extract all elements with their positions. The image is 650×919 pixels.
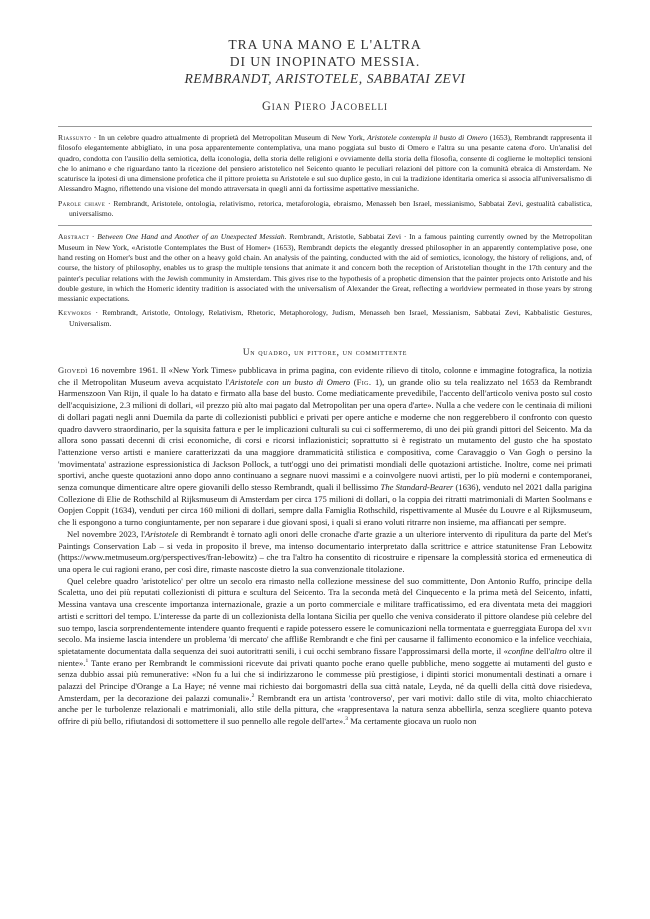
abstract-title: Between One Hand and Another of an Unexpected Messiah. [97, 232, 287, 242]
body-text: secolo. Ma insieme lascia intendere un problema 'di mercato' che affliße Rembrandt e che finì per causarne il fallimento economico e la infelice vecchiaia, spietatamente documentata dalla sequenza dei suoi autoritratti senili, i cui occhi sembrano fissare l'approssimarsi della morte, il « [58, 634, 592, 656]
footnote-ref: 3 [345, 716, 349, 723]
parole-chiave-block [58, 199, 592, 220]
body-text: di Rembrandt è tornato agli onori delle cronache d'arte grazie a un ulteriore intervento di ripulitura da parte del Met's Paintings Conservation Lab – si veda in proposito il breve, ma intenso documentario interpretato dalla scrittrice e attrice statunitense Fran Lebowitz (https://www.metmuseum.org/perspectives/fran-lebowitz) – che tra l'altro ha consentito di ricostruire e ripensare la complessità storica ed ermeneutica di una opera le cui ragioni erano, per così dire, rimaste nascoste dietro la sua convenzionale titolazione. [58, 528, 592, 574]
separator: · [91, 133, 99, 142]
parole-chiave-label: Parole chiave [58, 198, 106, 208]
figure-reference: Fig. [356, 376, 372, 387]
body-text: oltre il niente». [58, 645, 593, 668]
footnote-ref: 2 [251, 692, 255, 699]
painting-title: Aristotele [144, 528, 179, 539]
title-line-1: TRA UNA MANO E L'ALTRA [228, 37, 422, 52]
separator: · [89, 232, 98, 242]
section-heading: Un quadro, un pittore, un committente [242, 347, 408, 358]
body-text: ( [350, 376, 357, 387]
divider [58, 126, 592, 127]
lead-word: Giovedì [58, 365, 88, 376]
body-text: 16 novembre 1961. Il «New York Times» pubblicava in prima pagina, con evidente rilievo di titolo, colonne e immagine fotografica, la notizia che il Metropolitan Museum aveva acquistato l' [58, 365, 592, 387]
abstract-block [58, 232, 592, 304]
body-paragraph-3 [58, 576, 592, 728]
keywords-label: Keywords [58, 308, 92, 318]
keywords-text: Rembrandt, Aristotle, Ontology, Relativism, Rhetoric, Metaphorology, Judism, Menasseh ben Israel, Messianism, Sabbatai Zevi, Kabbalistic Gestures, Universalism. [69, 308, 592, 328]
divider [58, 225, 592, 226]
abstract-text: Rembrandt, Aristotle, Sabbatai Zevi · In a famous painting currently owned by the Metropolitan Museum in New York, «Aristotle Contemplates the Bust of Homer» (1653), Rembrandt depicts the elegantly dressed philosopher in an apparently contemplative pose, one hand resting on Homer's bust and the other on a heavy gold chain. An analysis of the painting, conducted with the aid of semiotics, iconology, the history of religions, and, of course, the history of philosophy, enables us to grasp the multiple tensions that animate it and concern both the reception of Aristotelian thought in the 17th century and the painter's peculiar relations with the Jewish community in Amsterdam. This gives rise to the hypothesis of a prophetic dimension that the painter projects onto Aristotle and his double gesture, in which the Homeric identity tradition is associated with the universalism of Alexander the Great, reflecting a worldview permeated in those years by strong messianic expectations. [58, 232, 592, 304]
riassunto-painting-title: Aristotele contempla il busto di Omero [367, 133, 488, 142]
riassunto-text: In un celebre quadro attualmente di proprietà del Metropolitan Museum di New York, [98, 133, 368, 142]
emphasis: altro [550, 645, 567, 656]
footnote-ref: 1 [85, 657, 89, 664]
body-text: (1636), venduto nel 2021 dalla parigina Collezione di Elie de Rothschild al Rijksmuseum di Amsterdam per circa 175 milioni di dollari, o la coppia dei ritratti matrimoniali di Marten Soolmans e Oopjen Coppit (1634), venduti per circa 160 milioni di dollari, sempre dalla Famiglia Rothschild, rispettivamente al Musée du Louvre e al Rijksmuseum, che li espongono a turno congiuntamente, per non separare i due giovani sposi, i quali si erano voluti ritrarre non insieme, ma affiancati per sempre. [58, 482, 592, 528]
emphasis: confine [507, 645, 534, 656]
body-paragraph-1 [58, 365, 592, 529]
body-text: Rembrandt era un artista 'controverso', per vari motivi: dallo stile di vita, molto chiacchierato anche per le turbolenze relazionali e matrimoniali, allo stile della pittura, che «rappresentava la natura senza abbellirla, senza scegliere quanto poteva offrire di più bello, rifiutandosi di sottomettere il suo pennello alle regole dell'arte». [58, 692, 592, 727]
body-text: Quel celebre quadro 'aristotelico' per oltre un secolo era rimasto nella collezione messinese del suo committente, Don Antonio Ruffo, principe della Scaletta, uno dei più reputati collezionisti di pittura e scultura del Seicento. Tra la seconda metà del Cinquecento e la prima metà del Seicento, infatti, Messina vantava una crescente importanza internazionale, grazie a un porto commerciale e militare trafficatissimo, ed era diventata meta dei maggiori artisti e scrittori del tempo. L'interesse da parte di un collezionista della lontana Sicilia per quello che veniva considerato il pittore olandese più celebre del suo tempo, lascia sorprendentemente intendere quanto frequenti e rapide potessero essere le comunicazioni nella tormentata e guerreggiata Europa del [58, 575, 592, 633]
riassunto-text: (1653), Rembrandt rappresenta il filosofo elegantemente abbigliato, in una posa apparentemente contemplativa, una mano poggiata sul busto di Omero e l'altra su una pesante catena d'oro. Un'analisi del quadro, condotta con l'ausilio della semiotica, della iconologia, della storia delle religioni e ovviamente della storia della filosofia, consente di coglierne le molteplici tensioni che lo animano e che riguardano tanto la ricezione del pensiero aristotelico nel Seicento quanto le peculiari relazioni del pittore con la comunità ebraica di Amsterdam. Ne scaturisce la ipotesi di una dimensione profetica che il pittore proietta su Aristotele e sul suo duplice gesto, in cui la tradizione identitaria omerica si associa all'universalismo di Alessandro Magno, riflettendo una visione del mondo attraversata in quegli anni da fortissime aspettative messianiche. [58, 133, 592, 194]
riassunto-block [58, 133, 592, 195]
riassunto-label: Riassunto [58, 133, 92, 142]
body-text: Ma certamente giocava un ruolo non [348, 716, 477, 727]
painting-title: The Standard-Bearer [380, 482, 454, 493]
title-line-2: DI UN INOPINATO MESSIA. [229, 54, 421, 69]
body-text: Tante erano per Rembrandt le commissioni ricevute dai privati quanto poche erano quelle pubbliche, meno soggette ai mutamenti del gusto e senza dubbio assai più remunerative: «Non fu a lui che si indirizzarono le commesse più prestigiose, i dipinti storici monumentali destinati a ornare i palazzi del Principe d'Orange a La Haye; né venne mai richiesto dai borgomastri della sua città natale, Leyda, né da quelli della città dove risiedeva, Amsterdam, per la decorazione dei palazzi comunali». [58, 657, 592, 703]
author-name: Gian Piero Jacobelli [262, 99, 388, 113]
title-line-3: REMBRANDT, ARISTOTELE, SABBATAI ZEVI [184, 71, 466, 86]
separator: · [91, 308, 103, 318]
abstract-label: Abstract [58, 232, 90, 242]
article-page [58, 36, 592, 728]
body-paragraph-2 [58, 529, 592, 576]
parole-chiave-text: Rembrandt, Aristotele, ontologia, relativismo, retorica, metaforologia, ebraismo, Menasseh ben Israel, messianismo, Sabbatai Zevi, gestualità cabalistica, universalismo. [69, 198, 593, 219]
keywords-block [58, 308, 592, 329]
body-text: 1), un grande olio su tela realizzato nel 1653 da Rembrandt Harmenszoon Van Rijn, il quale lo ha datato e firmato alla base del busto. Come mediaticamente prevedibile, l'accento dell'articolo veniva posto sul costo dell'acquisizione, 2.3 milioni di dollari, «il prezzo più alto mai pagato dal Metropolitan per una opera d'arte». Nulla a che vedere con le centinaia di milioni di dollari pagati negli anni Duemila da parte di collezionisti pubblici e privati per opere antiche e moderne che non reggerebbero il confronto con questo quadro davvero straordinario, per la squisita fattura e per le implicazioni culturali su cui ci soffermeremo, di uno dei più grandi pittori del Seicento. Ma da allora sono passati decenni di crisi economiche, di corsi e ricorsi inflazionistici; soprattutto si è registrato un mutamento del gusto che ha spostato l'attenzione verso artisti e maniere caratterizzati da una maggiore drammaticità stilistica e compositiva, come Caravaggio o Van Gogh o persino la 'movimentata' astrazione espressionistica di Jackson Pollock, a tutt'oggi uno dei primatisti mondiali delle quotazioni artistiche. Inoltre, come nei primati sportivi, anche queste quotazioni anno dopo anno continuano a segnare nuovi massimi e a coinvolgere nuovi artisti, per lo più moderni e contemporanei, senza comunque dimenticare altre opere giovanili dello stesso Rembrandt, quali il bellissimo [58, 376, 592, 493]
body-text: Nel novembre 2023, l' [67, 528, 145, 539]
article-title [58, 36, 592, 87]
separator: · [105, 198, 114, 208]
painting-title: Aristotele con un busto di Omero [229, 376, 351, 387]
century-numeral: xvii [577, 622, 592, 633]
body-text: dell' [533, 645, 551, 656]
